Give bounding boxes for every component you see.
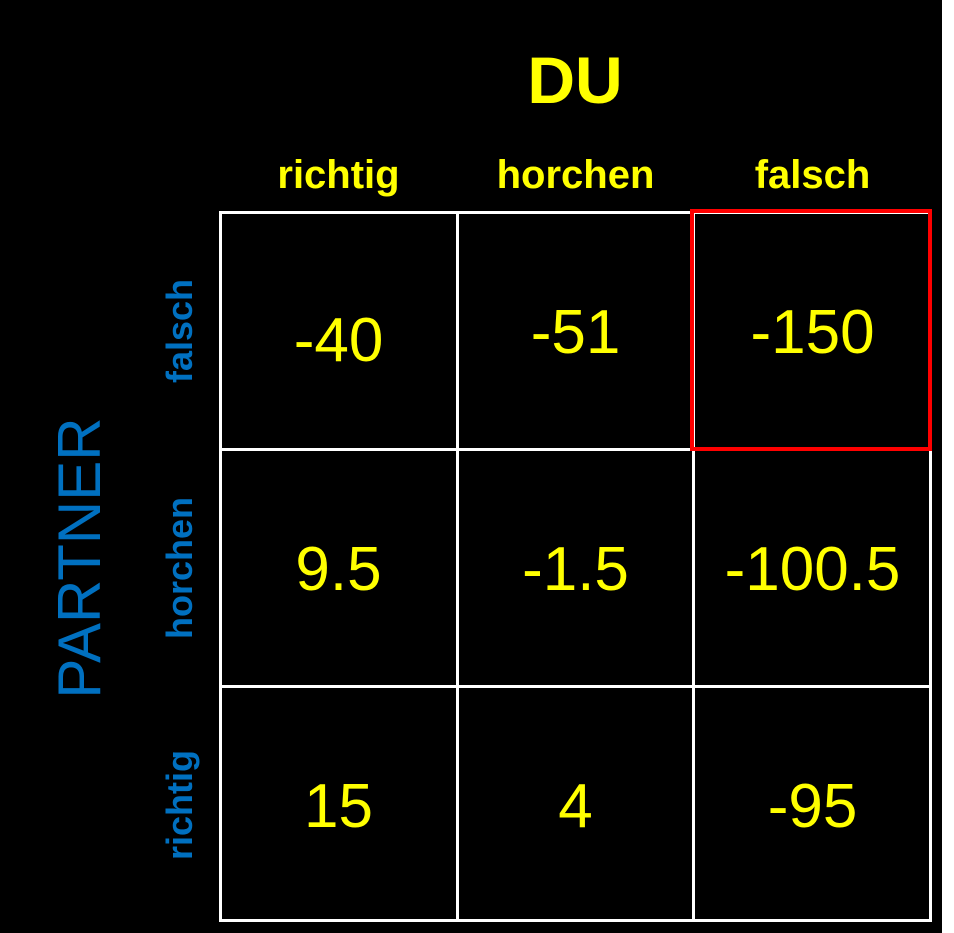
du-title: DU bbox=[527, 43, 623, 117]
cell-horchen-falsch: -100.5 bbox=[724, 535, 901, 604]
cell-richtig-falsch: -95 bbox=[767, 772, 858, 841]
row-label-horchen: horchen bbox=[159, 496, 200, 640]
cell-richtig-horchen: 4 bbox=[558, 772, 593, 841]
cell-horchen-horchen: -1.5 bbox=[522, 535, 629, 604]
column-label-horchen: horchen bbox=[496, 153, 655, 197]
cell-falsch-falsch: -150 bbox=[750, 298, 875, 367]
partner-title: PARTNER bbox=[46, 417, 113, 699]
row-label-falsch: falsch bbox=[159, 278, 200, 384]
cell-falsch-horchen: -51 bbox=[530, 298, 621, 367]
highlight-box bbox=[690, 209, 932, 451]
cell-richtig-richtig: 15 bbox=[304, 772, 373, 841]
cell-falsch-richtig: -40 bbox=[293, 306, 384, 375]
cell-horchen-richtig: 9.5 bbox=[295, 535, 382, 604]
column-label-falsch: falsch bbox=[754, 153, 871, 197]
row-label-richtig: richtig bbox=[159, 749, 200, 861]
column-label-richtig: richtig bbox=[277, 153, 400, 197]
